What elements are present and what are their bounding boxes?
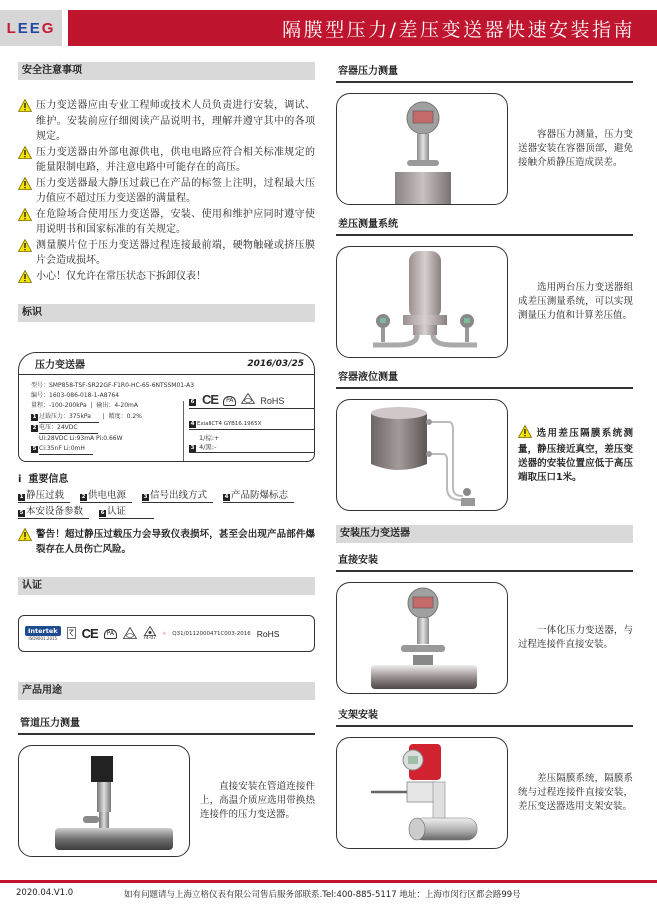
safety-list (18, 98, 315, 284)
subheading-dp-system: 差压测量系统 (336, 215, 633, 236)
nameplate-header (19, 353, 314, 375)
pipe-pressure-image (18, 745, 190, 857)
safety-item: 压力变送器最大静压过载已在产品的标签上注明，过程最大压力值应不超过压力变送器的满量程。 (18, 176, 315, 207)
ex-marking: ExiaⅡCT4 GYB16.1965X (197, 421, 262, 427)
overload-warning: 警告！超过静压过载压力会导致仪表损坏，甚至会出现产品部件爆裂存在人员伤亡风险。 (18, 527, 315, 557)
info-item: 5 本安设备参数 (18, 505, 89, 519)
marker-6: 6 (190, 399, 195, 405)
info-icon: i (18, 474, 22, 485)
version: 2020.04.V1.0 (16, 888, 74, 898)
intertek-logo: Intertek ISO9001:2015 (25, 626, 61, 641)
info-item: 4 产品防爆标志 (223, 489, 294, 503)
nameplate-date: 2016/03/25 (247, 358, 304, 369)
subheading-bracket-install: 支架安装 (336, 706, 633, 727)
dp-system-row (336, 246, 633, 358)
section-heading-certification: 认证 (18, 577, 315, 595)
level-row (336, 399, 633, 511)
logo-text: LEEG (6, 19, 56, 37)
section-heading-install: 安装压力变送器 (336, 525, 633, 543)
left-column (18, 62, 315, 857)
page-header (0, 10, 657, 46)
dp-system-desc: 选用两台压力变送器组成差压测量系统，可以实现测量压力值和计算差压值。 (518, 282, 633, 321)
right-column (336, 62, 633, 849)
subheading-vessel-pressure: 容器压力测量 (336, 62, 633, 83)
ex-triangle-icon (123, 627, 137, 641)
warning-icon (18, 528, 36, 541)
rohs-mark: RoHS (260, 396, 285, 406)
marker-2: 2 (32, 424, 37, 431)
warning-icon (18, 146, 36, 159)
warning-icon (18, 208, 36, 221)
level-desc: 选用差压隔膜系统测量，静压接近真空，差压变送器的安装位置应低于高压端取压口1米。 (508, 425, 633, 485)
warning-icon (18, 99, 36, 112)
ce-mark: CE (81, 625, 98, 641)
warning-icon (18, 270, 36, 283)
bracket-install-row (336, 737, 633, 849)
vessel-pressure-image (336, 93, 508, 205)
info-item: 1 静压过载 (18, 489, 70, 503)
nameplate-certs: 6 CE PA RoHS 4 ExiaⅡCT4 GYB16.1965X 1/棕:+ 3 4/黑:- (189, 389, 314, 453)
contact-info: 如有问题请与上海立格仪表有限公司售后服务部联系.Tel:400-885-5117 地址：上海市闵行区都会路99号 (124, 890, 521, 900)
vessel-pressure-row (336, 93, 633, 205)
subheading-direct-install: 直接安装 (336, 551, 633, 572)
nameplate-title: 压力变送器 (35, 360, 85, 371)
marker-1: 1 (32, 413, 37, 420)
mining-safety-mark: 74-07 (143, 626, 156, 641)
direct-install-image (336, 582, 508, 694)
subheading-pipe-pressure: 管道压力测量 (18, 714, 315, 735)
section-heading-usage: 产品用途 (18, 682, 315, 700)
logo (0, 10, 62, 46)
pipe-pressure-desc: 直接安装在管道连接件上，高温介质应选用带换热连接件的压力变送器。 (200, 781, 315, 820)
footer-divider (0, 880, 657, 883)
nameplate-label (18, 352, 315, 462)
important-info-list (18, 489, 315, 519)
important-info-heading: i 重要信息 (18, 474, 69, 485)
direct-install-desc: 一体化压力变送器，与过程连接件直接安装。 (518, 625, 633, 650)
nameplate-specs: 型号：SMP858-TSF-SR22GF-F1R0-HC-65-6NTSSM01-A3 编号：1603-086-018-1-A8764 量程：-100-200kPa | 输出：4-20mA 1 过载压力：375kPa | 精度：0.2% 2 电压：24VDC Ui:28VDC Li:93mA Pi:0.66W 5 Ci:35nF Li:0mH (31, 381, 191, 455)
warning-icon (18, 177, 36, 190)
certification-card (18, 615, 315, 652)
warning-icon (518, 425, 532, 443)
cpa-mark-icon: ✳ (162, 630, 167, 637)
nameplate-divider (183, 401, 184, 461)
safety-item: 压力变送器由外部电源供电，供电电路应符合相关标准规定的能量限制电路，并注意电路中可能存在的高压。 (18, 145, 315, 176)
warning-icon (18, 239, 36, 252)
safety-item: 在危险场合使用压力变送器，安装、使用和维护应同时遵守使用说明书和国家标准的有关规定。 (18, 207, 315, 238)
ce-mark: CE (202, 392, 219, 407)
info-item: 3 信号出线方式 (142, 489, 213, 503)
title-bar (68, 10, 657, 46)
pipe-pressure-row (18, 745, 315, 857)
marker-5: 5 (32, 446, 37, 453)
dp-system-image (336, 246, 508, 358)
section-heading-safety: 安全注意事项 (18, 62, 315, 80)
info-item: 2 供电电源 (80, 489, 132, 503)
direct-install-row (336, 582, 633, 694)
marker-4: 4 (190, 421, 195, 427)
bracket-install-image (336, 737, 508, 849)
level-image (336, 399, 508, 511)
calibration-icon (67, 627, 76, 641)
safety-item: 压力变送器应由专业工程师或技术人员负责进行安装，调试、维护。安装前应仔细阅读产品说明书，理解并遵守其中的各项规定。 (18, 98, 315, 145)
safety-item: 小心！仅允许在常压状态下拆卸仪表！ (18, 269, 315, 285)
page-title: 隔膜型压力/差压变送器快速安装指南 (282, 18, 635, 41)
rohs-mark: RoHS (256, 628, 280, 639)
info-item: 6 认证 (99, 505, 154, 519)
vessel-pressure-desc: 容器压力测量，压力变送器安装在容器顶部，避免接触介质静压造成误差。 (518, 129, 633, 168)
standard-code: Q31/0112000471C003-2016 (172, 630, 251, 637)
section-heading-marking: 标识 (18, 304, 315, 322)
safety-item: 测量膜片位于压力变送器过程连接最前端，硬物触碰或挤压膜片会造成损坏。 (18, 238, 315, 269)
pa-mark: PA (223, 396, 236, 406)
pa-mark: PA (104, 629, 117, 639)
subheading-level: 容器液位测量 (336, 368, 633, 389)
bracket-install-desc: 差压隔膜系统，隔膜系统与过程连接件直接安装，差压变送器选用支架安装。 (518, 773, 633, 812)
marker-3: 3 (190, 445, 195, 451)
ex-triangle-icon (241, 393, 255, 406)
